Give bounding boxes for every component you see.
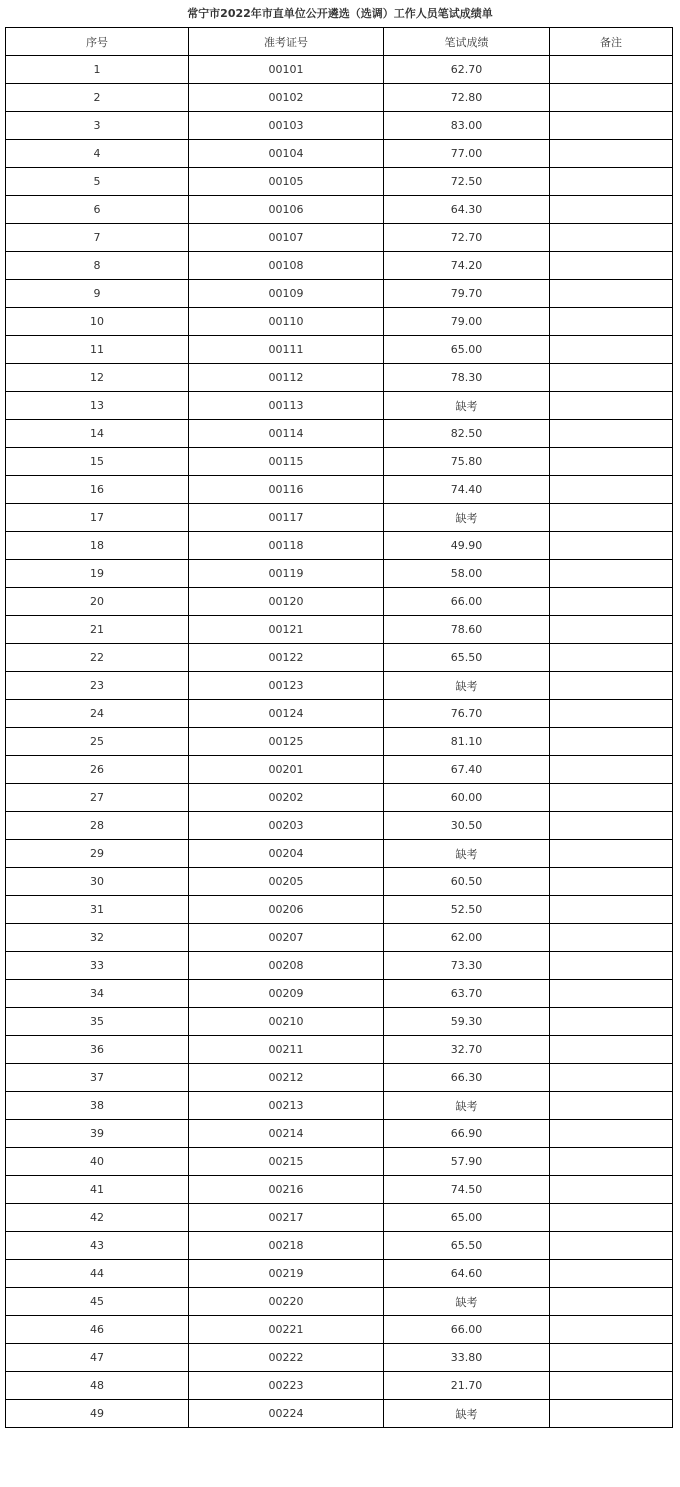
row-index-cell: 9 — [6, 280, 189, 308]
ticket-number-cell: 00104 — [189, 140, 384, 168]
ticket-number-cell: 00210 — [189, 1008, 384, 1036]
ticket-number-cell: 00215 — [189, 1148, 384, 1176]
row-index-cell: 45 — [6, 1288, 189, 1316]
ticket-number-cell: 00109 — [189, 280, 384, 308]
table-row — [6, 1260, 673, 1288]
remarks-cell — [550, 560, 673, 588]
written-score-cell: 62.00 — [384, 924, 550, 952]
remarks-cell — [550, 924, 673, 952]
table-row — [6, 896, 673, 924]
table-row — [6, 1400, 673, 1428]
remarks-cell — [550, 700, 673, 728]
table-row — [6, 672, 673, 700]
table-row — [6, 1372, 673, 1400]
row-index-cell: 14 — [6, 420, 189, 448]
column-header-written-score: 笔试成绩 — [384, 28, 550, 56]
row-index-cell: 46 — [6, 1316, 189, 1344]
row-index-cell: 43 — [6, 1232, 189, 1260]
written-score-cell: 62.70 — [384, 56, 550, 84]
written-score-cell: 58.00 — [384, 560, 550, 588]
ticket-number-cell: 00107 — [189, 224, 384, 252]
table-row — [6, 924, 673, 952]
ticket-number-cell: 00116 — [189, 476, 384, 504]
ticket-number-cell: 00216 — [189, 1176, 384, 1204]
written-score-cell: 74.20 — [384, 252, 550, 280]
written-score-cell: 81.10 — [384, 728, 550, 756]
row-index-cell: 31 — [6, 896, 189, 924]
ticket-number-cell: 00224 — [189, 1400, 384, 1428]
row-index-cell: 12 — [6, 364, 189, 392]
ticket-number-cell: 00108 — [189, 252, 384, 280]
table-row — [6, 952, 673, 980]
table-row — [6, 756, 673, 784]
written-score-cell: 59.30 — [384, 1008, 550, 1036]
table-row — [6, 644, 673, 672]
table-row — [6, 616, 673, 644]
remarks-cell — [550, 812, 673, 840]
remarks-cell — [550, 1092, 673, 1120]
written-score-cell: 52.50 — [384, 896, 550, 924]
ticket-number-cell: 00121 — [189, 616, 384, 644]
remarks-cell — [550, 644, 673, 672]
remarks-cell — [550, 1036, 673, 1064]
row-index-cell: 40 — [6, 1148, 189, 1176]
table-row — [6, 1064, 673, 1092]
written-score-cell: 78.30 — [384, 364, 550, 392]
written-score-cell: 60.00 — [384, 784, 550, 812]
table-row — [6, 532, 673, 560]
remarks-cell — [550, 1008, 673, 1036]
row-index-cell: 13 — [6, 392, 189, 420]
remarks-cell — [550, 588, 673, 616]
table-row — [6, 1344, 673, 1372]
ticket-number-cell: 00101 — [189, 56, 384, 84]
row-index-cell: 7 — [6, 224, 189, 252]
remarks-cell — [550, 336, 673, 364]
row-index-cell: 24 — [6, 700, 189, 728]
written-score-cell: 74.50 — [384, 1176, 550, 1204]
row-index-cell: 4 — [6, 140, 189, 168]
table-row — [6, 364, 673, 392]
ticket-number-cell: 00202 — [189, 784, 384, 812]
table-row — [6, 224, 673, 252]
table-row — [6, 196, 673, 224]
table-header-row — [6, 28, 673, 56]
ticket-number-cell: 00111 — [189, 336, 384, 364]
remarks-cell — [550, 476, 673, 504]
remarks-cell — [550, 1176, 673, 1204]
ticket-number-cell: 00102 — [189, 84, 384, 112]
remarks-cell — [550, 504, 673, 532]
remarks-cell — [550, 868, 673, 896]
table-row — [6, 1288, 673, 1316]
table-row — [6, 504, 673, 532]
written-score-cell: 65.00 — [384, 1204, 550, 1232]
table-row — [6, 168, 673, 196]
ticket-number-cell: 00219 — [189, 1260, 384, 1288]
column-header-ticket-number: 准考证号 — [189, 28, 384, 56]
written-score-cell: 缺考 — [384, 504, 550, 532]
written-score-cell: 72.70 — [384, 224, 550, 252]
written-score-cell: 73.30 — [384, 952, 550, 980]
table-row — [6, 448, 673, 476]
written-score-cell: 30.50 — [384, 812, 550, 840]
remarks-cell — [550, 1400, 673, 1428]
table-row — [6, 280, 673, 308]
remarks-cell — [550, 756, 673, 784]
ticket-number-cell: 00123 — [189, 672, 384, 700]
ticket-number-cell: 00217 — [189, 1204, 384, 1232]
row-index-cell: 49 — [6, 1400, 189, 1428]
ticket-number-cell: 00211 — [189, 1036, 384, 1064]
ticket-number-cell: 00119 — [189, 560, 384, 588]
row-index-cell: 6 — [6, 196, 189, 224]
table-row — [6, 1316, 673, 1344]
table-row — [6, 728, 673, 756]
written-score-cell: 75.80 — [384, 448, 550, 476]
table-row — [6, 1120, 673, 1148]
remarks-cell — [550, 1372, 673, 1400]
written-score-cell: 82.50 — [384, 420, 550, 448]
row-index-cell: 41 — [6, 1176, 189, 1204]
remarks-cell — [550, 140, 673, 168]
table-row — [6, 112, 673, 140]
ticket-number-cell: 00122 — [189, 644, 384, 672]
row-index-cell: 28 — [6, 812, 189, 840]
ticket-number-cell: 00220 — [189, 1288, 384, 1316]
written-score-cell: 79.00 — [384, 308, 550, 336]
remarks-cell — [550, 1344, 673, 1372]
written-score-cell: 66.00 — [384, 1316, 550, 1344]
ticket-number-cell: 00105 — [189, 168, 384, 196]
written-score-cell: 33.80 — [384, 1344, 550, 1372]
remarks-cell — [550, 980, 673, 1008]
table-row — [6, 868, 673, 896]
row-index-cell: 11 — [6, 336, 189, 364]
remarks-cell — [550, 196, 673, 224]
remarks-cell — [550, 1316, 673, 1344]
remarks-cell — [550, 784, 673, 812]
ticket-number-cell: 00204 — [189, 840, 384, 868]
ticket-number-cell: 00103 — [189, 112, 384, 140]
remarks-cell — [550, 392, 673, 420]
row-index-cell: 26 — [6, 756, 189, 784]
ticket-number-cell: 00214 — [189, 1120, 384, 1148]
remarks-cell — [550, 896, 673, 924]
ticket-number-cell: 00110 — [189, 308, 384, 336]
remarks-cell — [550, 112, 673, 140]
row-index-cell: 32 — [6, 924, 189, 952]
table-row — [6, 252, 673, 280]
written-score-cell: 83.00 — [384, 112, 550, 140]
ticket-number-cell: 00222 — [189, 1344, 384, 1372]
ticket-number-cell: 00106 — [189, 196, 384, 224]
row-index-cell: 21 — [6, 616, 189, 644]
row-index-cell: 35 — [6, 1008, 189, 1036]
written-score-cell: 缺考 — [384, 392, 550, 420]
score-table — [5, 27, 673, 1428]
written-score-cell: 78.60 — [384, 616, 550, 644]
table-row — [6, 140, 673, 168]
written-score-cell: 缺考 — [384, 1288, 550, 1316]
row-index-cell: 5 — [6, 168, 189, 196]
remarks-cell — [550, 1148, 673, 1176]
row-index-cell: 3 — [6, 112, 189, 140]
row-index-cell: 39 — [6, 1120, 189, 1148]
remarks-cell — [550, 672, 673, 700]
remarks-cell — [550, 1120, 673, 1148]
row-index-cell: 10 — [6, 308, 189, 336]
remarks-cell — [550, 952, 673, 980]
row-index-cell: 25 — [6, 728, 189, 756]
row-index-cell: 18 — [6, 532, 189, 560]
table-row — [6, 840, 673, 868]
row-index-cell: 27 — [6, 784, 189, 812]
table-row — [6, 84, 673, 112]
row-index-cell: 20 — [6, 588, 189, 616]
table-row — [6, 56, 673, 84]
table-row — [6, 308, 673, 336]
written-score-cell: 79.70 — [384, 280, 550, 308]
remarks-cell — [550, 280, 673, 308]
remarks-cell — [550, 308, 673, 336]
column-header-remarks: 备注 — [550, 28, 673, 56]
row-index-cell: 33 — [6, 952, 189, 980]
remarks-cell — [550, 1232, 673, 1260]
ticket-number-cell: 00206 — [189, 896, 384, 924]
table-row — [6, 1148, 673, 1176]
row-index-cell: 44 — [6, 1260, 189, 1288]
written-score-cell: 57.90 — [384, 1148, 550, 1176]
table-row — [6, 812, 673, 840]
written-score-cell: 32.70 — [384, 1036, 550, 1064]
table-row — [6, 392, 673, 420]
remarks-cell — [550, 84, 673, 112]
written-score-cell: 63.70 — [384, 980, 550, 1008]
ticket-number-cell: 00118 — [189, 532, 384, 560]
table-row — [6, 1036, 673, 1064]
ticket-number-cell: 00201 — [189, 756, 384, 784]
row-index-cell: 1 — [6, 56, 189, 84]
written-score-cell: 66.30 — [384, 1064, 550, 1092]
written-score-cell: 72.50 — [384, 168, 550, 196]
written-score-cell: 缺考 — [384, 672, 550, 700]
ticket-number-cell: 00114 — [189, 420, 384, 448]
row-index-cell: 42 — [6, 1204, 189, 1232]
table-row — [6, 980, 673, 1008]
ticket-number-cell: 00209 — [189, 980, 384, 1008]
written-score-cell: 64.60 — [384, 1260, 550, 1288]
remarks-cell — [550, 56, 673, 84]
remarks-cell — [550, 840, 673, 868]
table-row — [6, 1232, 673, 1260]
ticket-number-cell: 00205 — [189, 868, 384, 896]
row-index-cell: 17 — [6, 504, 189, 532]
remarks-cell — [550, 420, 673, 448]
row-index-cell: 48 — [6, 1372, 189, 1400]
table-row — [6, 420, 673, 448]
ticket-number-cell: 00113 — [189, 392, 384, 420]
table-row — [6, 588, 673, 616]
remarks-cell — [550, 252, 673, 280]
written-score-cell: 72.80 — [384, 84, 550, 112]
remarks-cell — [550, 1204, 673, 1232]
row-index-cell: 16 — [6, 476, 189, 504]
ticket-number-cell: 00213 — [189, 1092, 384, 1120]
row-index-cell: 34 — [6, 980, 189, 1008]
row-index-cell: 22 — [6, 644, 189, 672]
ticket-number-cell: 00207 — [189, 924, 384, 952]
row-index-cell: 23 — [6, 672, 189, 700]
row-index-cell: 15 — [6, 448, 189, 476]
ticket-number-cell: 00223 — [189, 1372, 384, 1400]
written-score-cell: 21.70 — [384, 1372, 550, 1400]
ticket-number-cell: 00115 — [189, 448, 384, 476]
written-score-cell: 缺考 — [384, 1400, 550, 1428]
ticket-number-cell: 00112 — [189, 364, 384, 392]
written-score-cell: 64.30 — [384, 196, 550, 224]
table-row — [6, 1204, 673, 1232]
ticket-number-cell: 00212 — [189, 1064, 384, 1092]
ticket-number-cell: 00208 — [189, 952, 384, 980]
written-score-cell: 49.90 — [384, 532, 550, 560]
remarks-cell — [550, 1260, 673, 1288]
written-score-cell: 76.70 — [384, 700, 550, 728]
table-body — [6, 56, 673, 1428]
ticket-number-cell: 00203 — [189, 812, 384, 840]
row-index-cell: 19 — [6, 560, 189, 588]
row-index-cell: 29 — [6, 840, 189, 868]
table-row — [6, 336, 673, 364]
ticket-number-cell: 00117 — [189, 504, 384, 532]
remarks-cell — [550, 532, 673, 560]
remarks-cell — [550, 728, 673, 756]
row-index-cell: 47 — [6, 1344, 189, 1372]
row-index-cell: 38 — [6, 1092, 189, 1120]
written-score-cell: 65.50 — [384, 644, 550, 672]
row-index-cell: 8 — [6, 252, 189, 280]
written-score-cell: 缺考 — [384, 1092, 550, 1120]
ticket-number-cell: 00120 — [189, 588, 384, 616]
ticket-number-cell: 00218 — [189, 1232, 384, 1260]
remarks-cell — [550, 364, 673, 392]
table-row — [6, 700, 673, 728]
page-title: 常宁市2022年市直单位公开遴选（选调）工作人员笔试成绩单 — [187, 7, 493, 20]
table-row — [6, 1008, 673, 1036]
remarks-cell — [550, 224, 673, 252]
remarks-cell — [550, 168, 673, 196]
remarks-cell — [550, 616, 673, 644]
row-index-cell: 36 — [6, 1036, 189, 1064]
row-index-cell: 30 — [6, 868, 189, 896]
written-score-cell: 66.90 — [384, 1120, 550, 1148]
written-score-cell: 77.00 — [384, 140, 550, 168]
remarks-cell — [550, 1064, 673, 1092]
remarks-cell — [550, 448, 673, 476]
written-score-cell: 65.00 — [384, 336, 550, 364]
written-score-cell: 65.50 — [384, 1232, 550, 1260]
remarks-cell — [550, 1288, 673, 1316]
ticket-number-cell: 00221 — [189, 1316, 384, 1344]
table-row — [6, 476, 673, 504]
written-score-cell: 74.40 — [384, 476, 550, 504]
table-row — [6, 784, 673, 812]
ticket-number-cell: 00124 — [189, 700, 384, 728]
written-score-cell: 66.00 — [384, 588, 550, 616]
written-score-cell: 67.40 — [384, 756, 550, 784]
written-score-cell: 60.50 — [384, 868, 550, 896]
table-row — [6, 1176, 673, 1204]
row-index-cell: 37 — [6, 1064, 189, 1092]
column-header-index: 序号 — [6, 28, 189, 56]
table-row — [6, 1092, 673, 1120]
table-row — [6, 560, 673, 588]
row-index-cell: 2 — [6, 84, 189, 112]
ticket-number-cell: 00125 — [189, 728, 384, 756]
written-score-cell: 缺考 — [384, 840, 550, 868]
